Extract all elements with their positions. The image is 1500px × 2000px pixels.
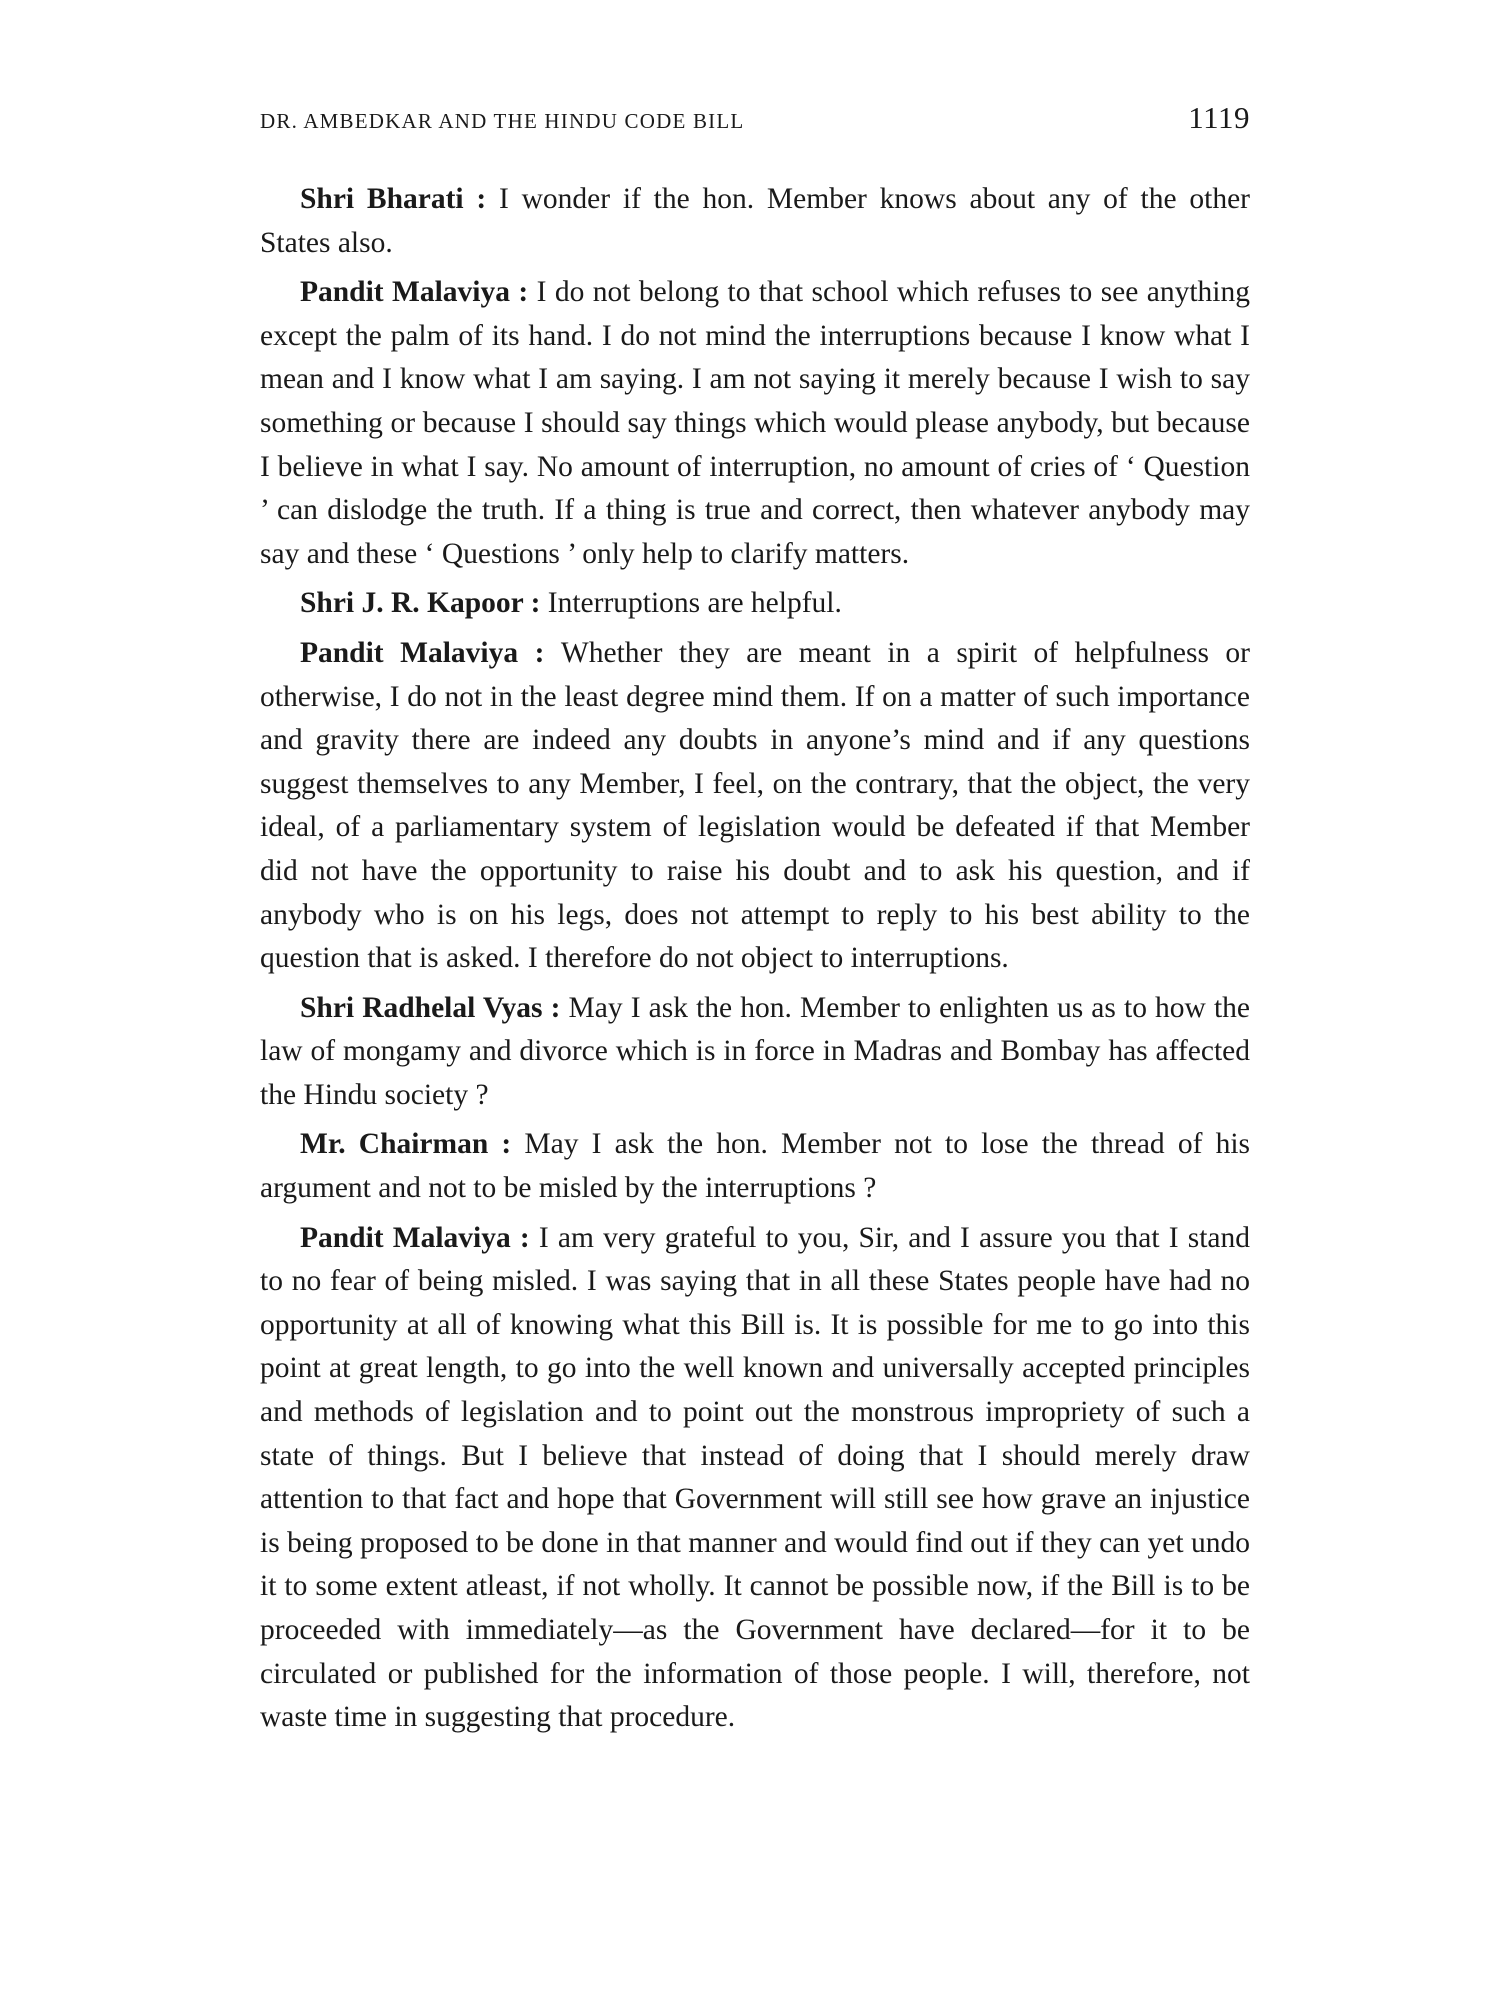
speaker-separator: :: [463, 183, 499, 215]
speech-text: I wonder if the hon. Member knows about any of the other States also.: [260, 183, 1250, 259]
speech-paragraph: [260, 987, 1250, 1118]
running-header: [260, 100, 1250, 144]
speaker-separator: :: [488, 1128, 525, 1161]
speech-paragraph: [260, 1217, 1250, 1740]
speaker-separator: :: [523, 587, 548, 620]
speaker-name: Pandit Malaviya: [300, 636, 519, 669]
speech-text: I am very grateful to you, Sir, and I assure you that I stand to no fear of being misled. I was saying that in all these States people have had no opportunity at all of knowing what this Bill is. It is possible for me to go into this point at great length, to go into the well known and universally accepted principles and methods of legislation and to point out the monstrous impropriety of such a state of things. But I believe that instead of doing that I should merely draw attention to that fact and hope that Government will still see how grave an injustice is being proposed to be done in that manner and would find out if they can yet undo it to some extent atleast, if not wholly. It cannot be possible now, if the Bill is to be proceeded with immediately—as the Government have declared—for it to be circulated or published for the information of those people. I will, therefore, not waste time in suggesting that procedure.: [260, 1221, 1250, 1734]
speech-paragraph: [260, 582, 1250, 626]
speaker-separator: :: [510, 1221, 539, 1254]
speaker-name: Pandit Malaviya: [300, 1221, 511, 1254]
speech-text: I do not belong to that school which refuses to see anything except the palm of its hand. I do not mind the interruptions because I know what I mean and I know what I am saying. I am not saying it merely because I wish to say something or because I should say things which would please anybody, but because I believe in what I say. No amount of interruption, no amount of cries of ‘ Question ’ can dislodge the truth. If a thing is true and correct, then whatever anybody may say and these ‘ Questions ’ only help to clarify matters.: [260, 276, 1251, 570]
speech-text: May I ask the hon. Member not to lose the thread of his argument and not to be misled by the interruptions ?: [260, 1128, 1250, 1205]
speech-paragraph: [260, 178, 1250, 265]
speech-paragraph: [260, 1123, 1250, 1210]
speech-text: Interruptions are helpful.: [547, 587, 842, 620]
speaker-separator: :: [518, 636, 561, 669]
speaker-separator: :: [542, 991, 569, 1024]
speaker-name: Shri J. R. Kapoor: [300, 587, 524, 620]
speech-paragraph: [260, 271, 1250, 576]
speaker-name: Mr. Chairman: [300, 1128, 489, 1161]
speech-text: Whether they are meant in a spirit of helpfulness or otherwise, I do not in the least degree mind them. If on a matter of such importance and gravity there are indeed any doubts in anyone’s mind and if any questions suggest themselves to any Member, I feel, on the contrary, that the object, the very ideal, of a parliamentary system of legislation would be defeated if that Member did not have the opportunity to raise his doubt and to ask his question, and if anybody who is on his legs, does not attempt to reply to his best ability to the question that is asked. I therefore do not object to interruptions.: [260, 636, 1251, 975]
speaker-name: Shri Bharati: [300, 183, 464, 215]
speaker-separator: :: [510, 276, 537, 309]
page-number: 1119: [1188, 100, 1250, 135]
speaker-name: Pandit Malaviya: [300, 276, 510, 309]
body-text: [260, 178, 1250, 1740]
speaker-name: Shri Radhelal Vyas: [300, 991, 543, 1024]
running-title: DR. AMBEDKAR AND THE HINDU CODE BILL: [260, 109, 745, 133]
speech-text: May I ask the hon. Member to enlighten us as to how the law of mongamy and divorce which is in force in Madras and Bombay has affected the Hindu society ?: [260, 991, 1251, 1111]
book-page: [260, 100, 1250, 1960]
speech-paragraph: [260, 632, 1250, 981]
